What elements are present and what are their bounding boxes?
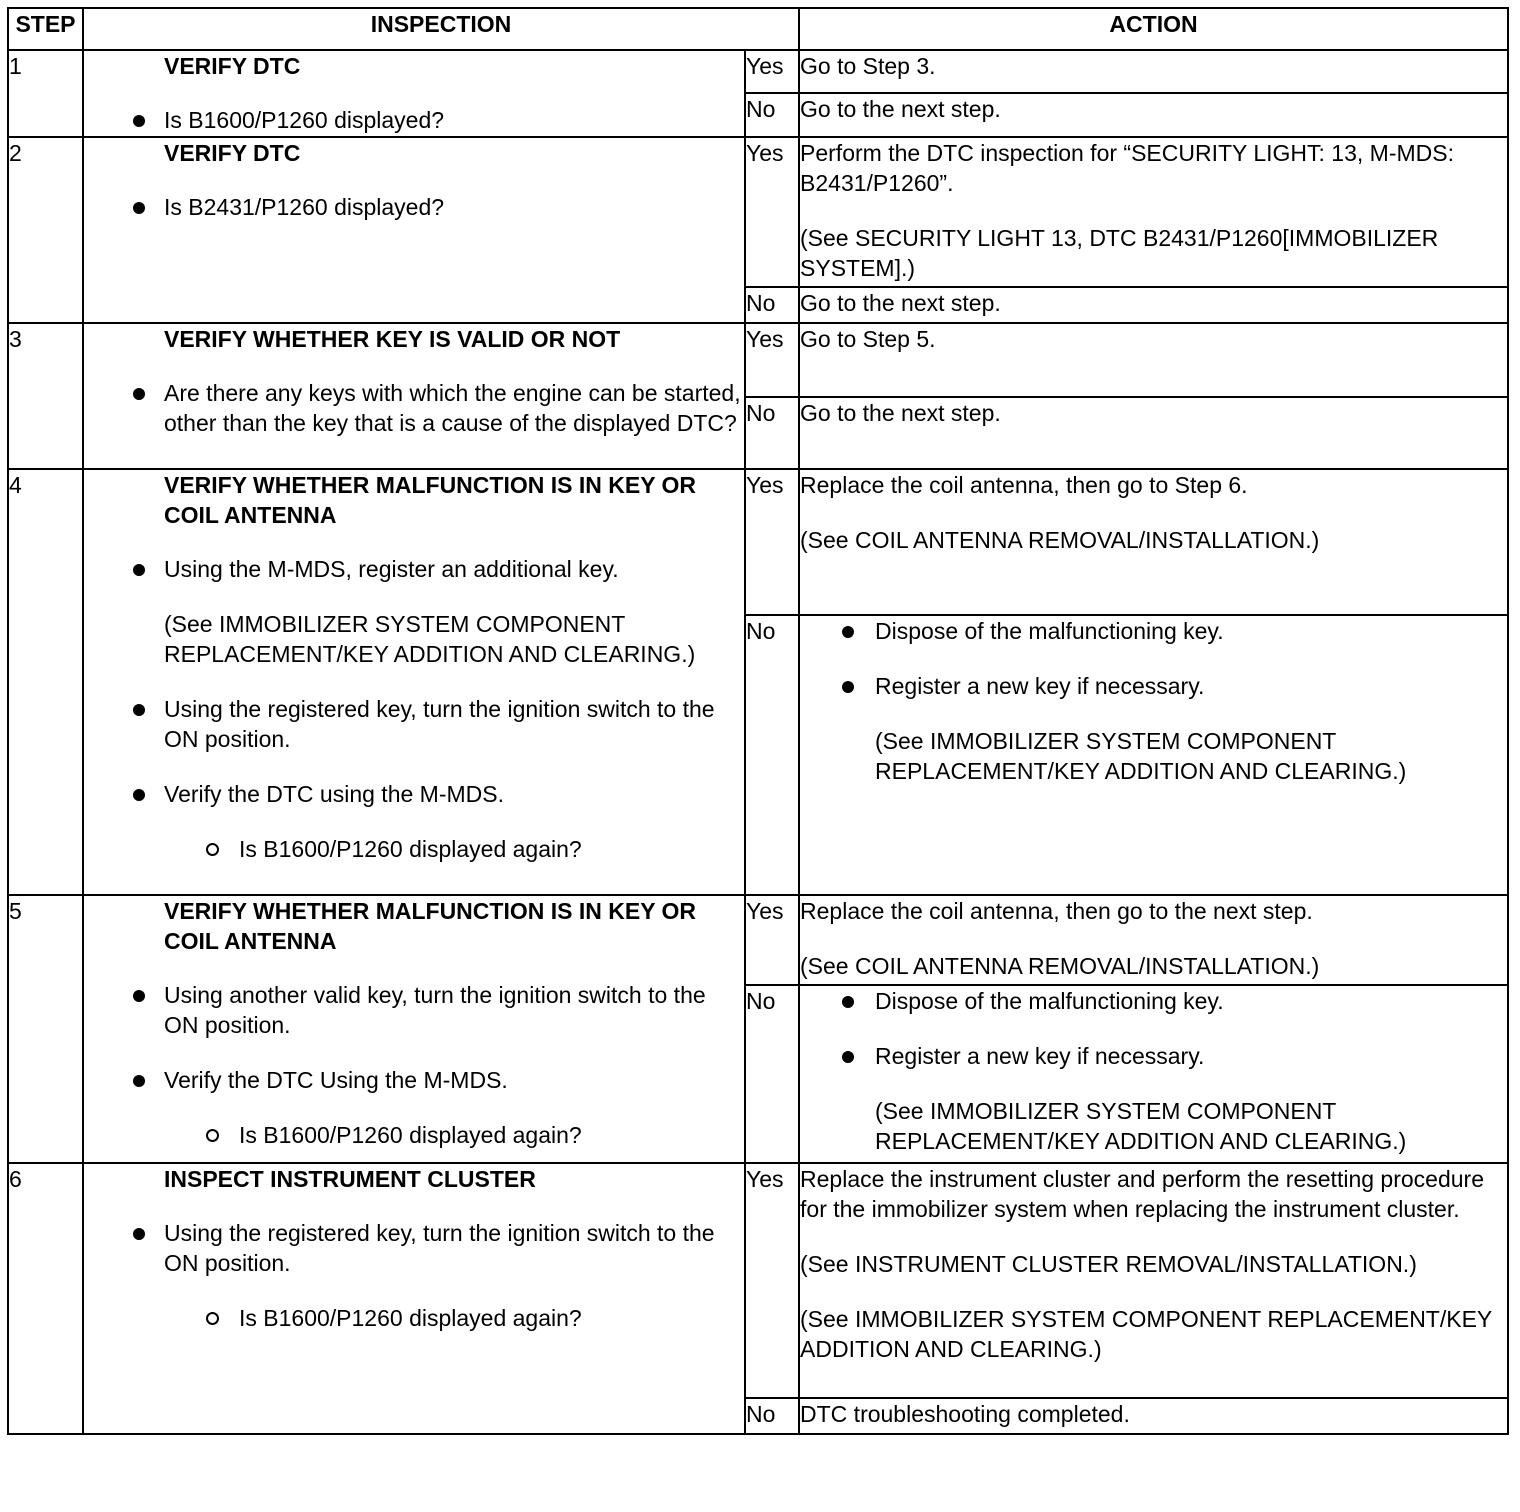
step-2-inspection [83, 137, 745, 323]
no-label: No [745, 287, 799, 323]
yes-action [799, 137, 1508, 287]
step-4-yes-row [8, 469, 1508, 615]
header-action: ACTION [799, 8, 1508, 50]
header-row [8, 8, 1508, 50]
action-reference: (See SECURITY LIGHT 13, DTC B2431/P1260[IMMOBILIZER SYSTEM].) [800, 225, 1439, 281]
no-label: No [745, 397, 799, 469]
no-label: No [745, 615, 799, 895]
yes-label: Yes [745, 895, 799, 985]
yes-label: Yes [745, 50, 799, 93]
no-action [799, 615, 1508, 895]
step-5-yes-row [8, 895, 1508, 985]
step-title: VERIFY DTC [164, 140, 301, 166]
action-bullet: Dispose of the malfunctioning key. [875, 616, 1507, 646]
inspection-bullet: Are there any keys with which the engine can be started, other than the key that is a cause of the displayed DTC? [164, 378, 744, 438]
inspection-bullet: Is B2431/P1260 displayed? [164, 192, 744, 222]
step-title: VERIFY WHETHER KEY IS VALID OR NOT [164, 326, 621, 352]
step-number: 2 [8, 137, 83, 323]
troubleshooting-table [7, 7, 1509, 1435]
inspection-bullet: Using the M-MDS, register an additional key. [164, 554, 744, 584]
step-title: INSPECT INSTRUMENT CLUSTER [164, 1166, 536, 1192]
action-text: Go to the next step. [800, 96, 1001, 122]
action-reference: (See INSTRUMENT CLUSTER REMOVAL/INSTALLATION.) [800, 1251, 1417, 1277]
action-text: Replace the instrument cluster and perform the resetting procedure for the immobilizer system when replacing the instrument cluster. [800, 1166, 1484, 1222]
step-4-inspection [83, 469, 745, 895]
inspection-bullet: Verify the DTC using the M-MDS. [164, 779, 744, 809]
step-number: 5 [8, 895, 83, 1163]
step-title: VERIFY WHETHER MALFUNCTION IS IN KEY OR COIL ANTENNA [164, 472, 697, 528]
inspection-question: Is B1600/P1260 displayed again? [239, 1303, 744, 1333]
step-1-inspection [83, 50, 745, 137]
action-text: Go to the next step. [800, 400, 1001, 426]
action-text: Go to Step 5. [800, 326, 936, 352]
no-action [799, 1398, 1508, 1434]
step-5-inspection [83, 895, 745, 1163]
inspection-bullet: Using the registered key, turn the ignition switch to the ON position. [164, 1218, 744, 1278]
step-number: 3 [8, 323, 83, 469]
action-bullet: Dispose of the malfunctioning key. [875, 986, 1507, 1016]
inspection-bullet: Verify the DTC Using the M-MDS. [164, 1065, 744, 1095]
no-action [799, 397, 1508, 469]
no-action [799, 985, 1508, 1163]
yes-label: Yes [745, 323, 799, 397]
step-number: 4 [8, 469, 83, 895]
action-reference: (See IMMOBILIZER SYSTEM COMPONENT REPLACEMENT/KEY ADDITION AND CLEARING.) [875, 1098, 1407, 1154]
action-text: Go to Step 3. [800, 53, 936, 79]
action-reference: (See IMMOBILIZER SYSTEM COMPONENT REPLACEMENT/KEY ADDITION AND CLEARING.) [800, 1306, 1492, 1362]
step-number: 6 [8, 1163, 83, 1434]
yes-label: Yes [745, 137, 799, 287]
action-text: Go to the next step. [800, 290, 1001, 316]
action-text: Replace the coil antenna, then go to the next step. [800, 898, 1313, 924]
yes-action [799, 50, 1508, 93]
action-text: Replace the coil antenna, then go to Step 6. [800, 472, 1248, 498]
step-6-yes-row [8, 1163, 1508, 1398]
action-reference: (See IMMOBILIZER SYSTEM COMPONENT REPLACEMENT/KEY ADDITION AND CLEARING.) [875, 728, 1407, 784]
action-reference: (See COIL ANTENNA REMOVAL/INSTALLATION.) [800, 953, 1320, 979]
no-label: No [745, 1398, 799, 1434]
step-1-yes-row [8, 50, 1508, 93]
inspection-reference: (See IMMOBILIZER SYSTEM COMPONENT REPLACEMENT/KEY ADDITION AND CLEARING.) [164, 611, 696, 667]
yes-action [799, 895, 1508, 985]
step-2-yes-row [8, 137, 1508, 287]
yes-action [799, 1163, 1508, 1398]
header-step: STEP [8, 8, 83, 50]
no-label: No [745, 985, 799, 1163]
yes-action [799, 469, 1508, 615]
action-text: Perform the DTC inspection for “SECURITY LIGHT: 13, M-MDS: B2431/P1260”. [800, 140, 1454, 196]
step-number: 1 [8, 50, 83, 137]
step-3-inspection [83, 323, 745, 469]
no-label: No [745, 93, 799, 137]
inspection-bullet: Using another valid key, turn the ignition switch to the ON position. [164, 980, 744, 1040]
no-action [799, 287, 1508, 323]
inspection-question: Is B1600/P1260 displayed again? [239, 834, 744, 864]
inspection-question: Is B1600/P1260 displayed again? [239, 1120, 744, 1150]
step-6-inspection [83, 1163, 745, 1434]
step-3-yes-row [8, 323, 1508, 397]
yes-label: Yes [745, 469, 799, 615]
step-title: VERIFY WHETHER MALFUNCTION IS IN KEY OR COIL ANTENNA [164, 898, 697, 954]
inspection-bullet: Is B1600/P1260 displayed? [164, 105, 744, 135]
yes-label: Yes [745, 1163, 799, 1398]
action-bullet: Register a new key if necessary. [875, 671, 1507, 701]
yes-action [799, 323, 1508, 397]
action-text: DTC troubleshooting completed. [800, 1401, 1130, 1427]
inspection-bullet: Using the registered key, turn the ignition switch to the ON position. [164, 694, 744, 754]
step-title: VERIFY DTC [164, 53, 301, 79]
action-bullet: Register a new key if necessary. [875, 1041, 1507, 1071]
header-inspection: INSPECTION [83, 8, 799, 50]
no-action [799, 93, 1508, 137]
action-reference: (See COIL ANTENNA REMOVAL/INSTALLATION.) [800, 527, 1320, 553]
